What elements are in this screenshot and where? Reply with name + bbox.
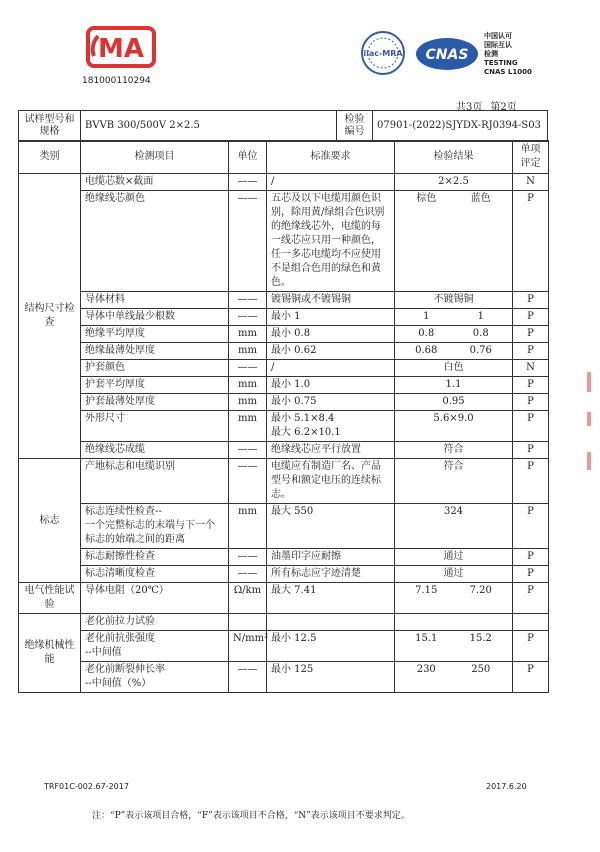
form-number: TRF01C-002.67-2017: [44, 782, 129, 791]
standard-cell: 绝缘线芯应平行放置: [267, 442, 395, 459]
result-value: 324: [443, 506, 464, 517]
item-cell: 护套平均厚度: [81, 377, 229, 394]
table-row: [19, 549, 549, 566]
standard-cell: 所有标志应字迹清楚: [267, 566, 395, 583]
item-cell: 标志清晰度检查: [81, 566, 229, 583]
model-label: 试样型号和规格: [19, 111, 81, 142]
table-row: [19, 292, 549, 309]
result-cell: [395, 614, 513, 631]
category-cell: 电气性能试验: [19, 583, 81, 614]
result-cell: [395, 343, 513, 360]
svg-text:MA: MA: [98, 34, 144, 64]
unit-cell: mm: [229, 377, 267, 394]
code-value: 07901-(2022)SJYDX-RJ0394-S03: [373, 111, 548, 142]
col-category: 类别: [19, 141, 81, 174]
result-cell: [395, 326, 513, 343]
standard-cell: 电缆应有制造厂名、产品型号和额定电压的连续标志。: [267, 459, 395, 504]
table-row: [19, 191, 549, 292]
verdict-cell: P: [513, 411, 549, 442]
standard-cell: 最小 5.1×8.4 最大 6.2×10.1: [267, 411, 395, 442]
item-cell: 绝缘线芯成缆: [81, 442, 229, 459]
standard-cell: 最大 550: [267, 504, 395, 549]
item-cell: 护套最薄处厚度: [81, 394, 229, 411]
standard-cell: 最小 0.8: [267, 326, 395, 343]
verdict-cell: P: [513, 549, 549, 566]
table-row: [19, 442, 549, 459]
col-unit: 单位: [229, 141, 267, 174]
standard-cell: 最小 125: [267, 662, 395, 693]
result-value: 1: [423, 311, 430, 322]
result-value: 0.8: [472, 328, 489, 339]
unit-cell: Ω/km: [229, 583, 267, 614]
standard-cell: 油墨印字应耐擦: [267, 549, 395, 566]
table-row: [19, 411, 549, 442]
table-row: [19, 377, 549, 394]
item-cell: 电缆芯数×截面: [81, 174, 229, 191]
verdict-cell: P: [513, 583, 549, 614]
result-value: 0.8: [418, 328, 435, 339]
table-row: [19, 631, 549, 662]
page-total: 共3页: [456, 102, 483, 113]
result-cell: [395, 292, 513, 309]
form-date: 2017.6.20: [486, 782, 527, 791]
item-cell: 老化前抗张强度 --中间值: [81, 631, 229, 662]
table-row: [19, 309, 549, 326]
standard-cell: 镀锡铜或不镀锡铜: [267, 292, 395, 309]
model-value: BVVB 300/500V 2×2.5: [81, 111, 337, 142]
standard-cell: [267, 614, 395, 631]
unit-cell: mm: [229, 394, 267, 411]
result-cell: [395, 504, 513, 549]
standard-cell: /: [267, 174, 395, 191]
verdict-cell: P: [513, 292, 549, 309]
verdict-cell: N: [513, 174, 549, 191]
sample-info-table: [18, 110, 548, 142]
unit-cell: ——: [229, 566, 267, 583]
result-value: 0.95: [442, 396, 465, 407]
result-value: 符合: [443, 444, 464, 455]
unit-cell: [229, 614, 267, 631]
standard-cell: 最大 7.41: [267, 583, 395, 614]
standard-cell: 最小 12.5: [267, 631, 395, 662]
item-cell: 导体电阻（20℃）: [81, 583, 229, 614]
item-cell: 外形尺寸: [81, 411, 229, 442]
page-current: 第2页: [490, 102, 517, 113]
category-cell: 标志: [19, 459, 81, 583]
cnas-line: 国际互认: [484, 41, 512, 49]
result-cell: [395, 360, 513, 377]
unit-cell: N/mm²: [229, 631, 267, 662]
unit-cell: ——: [229, 549, 267, 566]
result-value: 7.20: [469, 585, 492, 596]
test-results-table: [18, 140, 549, 693]
result-value: 白色: [443, 362, 464, 373]
result-value: 2×2.5: [438, 176, 469, 187]
verdict-cell: P: [513, 631, 549, 662]
unit-cell: ——: [229, 360, 267, 377]
result-value: 0.68: [415, 345, 438, 356]
verdict-cell: P: [513, 377, 549, 394]
result-value: 通过: [443, 551, 464, 562]
svg-text:CNAS: CNAS: [425, 47, 469, 63]
verdict-cell: P: [513, 309, 549, 326]
col-standard: 标准要求: [267, 141, 395, 174]
verdict-cell: P: [513, 394, 549, 411]
result-cell: [395, 309, 513, 326]
table-row: [19, 174, 549, 191]
standard-cell: /: [267, 360, 395, 377]
result-value: 蓝色: [470, 193, 491, 204]
table-row: [19, 583, 549, 614]
cnas-line: CNAS L1000: [484, 68, 532, 76]
cma-logo: [86, 26, 156, 68]
result-cell: [395, 583, 513, 614]
result-cell: [395, 174, 513, 191]
standard-cell: 最小 1.0: [267, 377, 395, 394]
unit-cell: ——: [229, 191, 267, 292]
ilac-mra-logo: [360, 30, 406, 76]
result-cell: [395, 411, 513, 442]
cnas-line: 检测: [484, 50, 498, 58]
unit-cell: ——: [229, 174, 267, 191]
result-value: 7.15: [415, 585, 438, 596]
item-cell: 绝缘线芯颜色: [81, 191, 229, 292]
result-value: 不镀锡铜: [433, 294, 474, 305]
table-row: [19, 360, 549, 377]
item-cell: 护套颜色: [81, 360, 229, 377]
table-row: [19, 614, 549, 631]
result-cell: [395, 662, 513, 693]
col-verdict: 单项评定: [513, 141, 549, 174]
result-value: 通过: [443, 568, 464, 579]
result-cell: [395, 377, 513, 394]
item-cell: 产地标志和电缆识别: [81, 459, 229, 504]
item-cell: 标志耐擦性检查: [81, 549, 229, 566]
unit-cell: mm: [229, 411, 267, 442]
result-cell: [395, 459, 513, 504]
unit-cell: ——: [229, 309, 267, 326]
table-row: [19, 662, 549, 693]
standard-cell: 最小 0.75: [267, 394, 395, 411]
table-row: [19, 343, 549, 360]
verdict-cell: P: [513, 459, 549, 504]
item-cell: 老化前拉力试验: [81, 614, 229, 631]
verdict-cell: N: [513, 360, 549, 377]
verdict-cell: P: [513, 191, 549, 292]
table-row: [19, 504, 549, 549]
cnas-caption: [484, 32, 532, 77]
unit-cell: mm: [229, 343, 267, 360]
verdict-cell: P: [513, 504, 549, 549]
table-row: [19, 394, 549, 411]
category-cell: 绝缘机械性能: [19, 614, 81, 693]
seal-edge-mark: [584, 362, 594, 482]
result-value: 230: [416, 664, 436, 675]
result-value: 1.1: [445, 379, 462, 390]
certificate-number: 181000110294: [82, 76, 151, 86]
cnas-line: TESTING: [484, 59, 518, 67]
result-value: 1: [477, 311, 484, 322]
standard-cell: 最小 0.62: [267, 343, 395, 360]
result-cell: [395, 394, 513, 411]
unit-cell: mm: [229, 504, 267, 549]
standard-cell: 五芯及以下电缆用颜色识别，除用黄/绿组合色识别的绝缘线芯外，电缆的每一线芯应只用一种颜色，任一多芯电缆均不应使用不是组合色用的绿色和黄色。: [267, 191, 395, 292]
verdict-note: 注：“P”表示该项目合格，“F”表示该项目不合格，“N”表示该项目不要求判定。: [92, 811, 410, 821]
verdict-cell: P: [513, 442, 549, 459]
table-row: [19, 326, 549, 343]
item-cell: 绝缘最薄处厚度: [81, 343, 229, 360]
verdict-cell: [513, 614, 549, 631]
unit-cell: ——: [229, 292, 267, 309]
result-value: 5.6×9.0: [433, 413, 474, 424]
item-cell: 老化前断裂伸长率 --中间值（%）: [81, 662, 229, 693]
verdict-cell: P: [513, 566, 549, 583]
result-value: 符合: [443, 461, 464, 472]
cnas-logo: [414, 36, 480, 72]
verdict-cell: P: [513, 343, 549, 360]
result-value: 0.76: [469, 345, 492, 356]
category-cell: 结构尺寸检查: [19, 174, 81, 459]
unit-cell: ——: [229, 459, 267, 504]
item-cell: 导体中单线最少根数: [81, 309, 229, 326]
table-row: [19, 459, 549, 504]
result-cell: [395, 442, 513, 459]
result-cell: [395, 566, 513, 583]
cnas-line: 中国认可: [484, 32, 512, 40]
result-cell: [395, 191, 513, 292]
item-cell: 导体材料: [81, 292, 229, 309]
result-value: 250: [471, 664, 491, 675]
result-value: 15.1: [415, 633, 438, 644]
result-value: 15.2: [469, 633, 492, 644]
standard-cell: 最小 1: [267, 309, 395, 326]
unit-cell: ——: [229, 662, 267, 693]
col-result: 检验结果: [395, 141, 513, 174]
result-cell: [395, 549, 513, 566]
result-value: 棕色: [416, 193, 437, 204]
code-label: 检验编号: [337, 111, 373, 142]
unit-cell: ——: [229, 442, 267, 459]
verdict-cell: P: [513, 326, 549, 343]
col-item: 检测项目: [81, 141, 229, 174]
result-cell: [395, 631, 513, 662]
verdict-cell: P: [513, 662, 549, 693]
item-cell: 标志连续性检查-- 一个完整标志的末端与下一个标志的始端之间的距离: [81, 504, 229, 549]
unit-cell: mm: [229, 326, 267, 343]
table-row: [19, 566, 549, 583]
item-cell: 绝缘平均厚度: [81, 326, 229, 343]
svg-text:ilac-MRA: ilac-MRA: [363, 49, 403, 58]
